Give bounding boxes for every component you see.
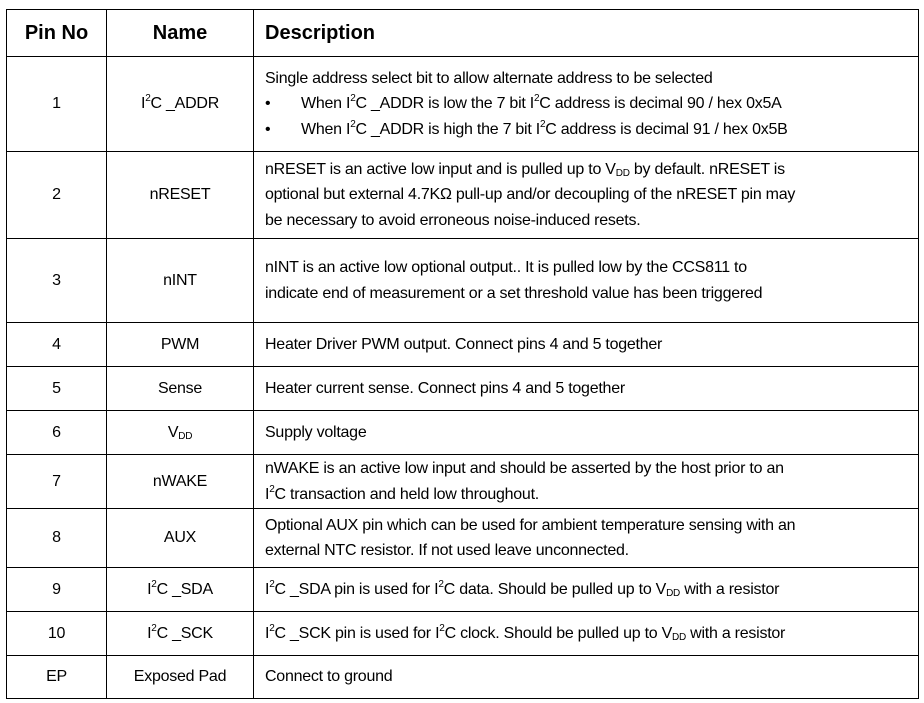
text-segment: C address is decimal 91 / hex 0x5B (545, 120, 788, 138)
pin-description-cell (254, 656, 919, 699)
text-segment: Supply voltage (265, 423, 367, 441)
text-segment: C address is decimal 90 / hex 0x5A (539, 95, 782, 113)
pin-number-cell: 6 (7, 411, 107, 455)
description-line (265, 208, 918, 234)
text-segment: nWAKE (152, 472, 208, 490)
description-line (265, 182, 918, 208)
text-segment: C _ADDR (150, 95, 219, 112)
text-segment: I (147, 580, 152, 598)
text-segment: Single address select bit to allow alternate address to be selected (265, 69, 713, 87)
pin-number-cell: 4 (7, 323, 107, 367)
pin-name-cell (107, 612, 254, 656)
text-segment: C clock. Should be pulled up to V (444, 624, 673, 642)
pin-description-cell (254, 239, 919, 323)
text-segment: AUX (163, 529, 197, 546)
text-segment: nWAKE is an active low input and should be asserted by the host prior to an (265, 460, 784, 477)
text-segment: C _ADDR is high the 7 bit I (355, 120, 540, 138)
pin-description-cell (254, 367, 919, 411)
text-segment: C _ADDR is low the 7 bit I (355, 95, 534, 113)
description-line (265, 577, 918, 603)
text-segment: C _SCK pin is used for I (274, 624, 440, 642)
text-segment: external NTC resistor. If not used leave unconnected. (265, 542, 629, 559)
subscript-text: DD (672, 631, 686, 643)
description-line (265, 513, 918, 539)
table-row (7, 509, 919, 568)
text-segment: Heater current sense. Connect pins 4 and 5 together (265, 379, 625, 397)
description-line (265, 255, 918, 281)
pin-name-cell (107, 57, 254, 152)
pin-number-cell: 2 (7, 152, 107, 239)
text-segment: V (167, 423, 179, 441)
table-row (7, 152, 919, 239)
text-segment: C _SDA (156, 580, 213, 598)
header-description: Description (254, 10, 919, 57)
text-segment: Exposed Pad (133, 668, 227, 685)
description-line (265, 157, 918, 183)
text-segment: with a resistor (680, 580, 780, 598)
text-segment: nRESET is an active low input and is pulled up to V (265, 160, 616, 178)
pin-number-cell: 7 (7, 455, 107, 509)
text-segment: nRESET (149, 186, 211, 203)
supscript-text: 2 (145, 93, 151, 104)
text-segment: C data. Should be pulled up to V (443, 580, 667, 598)
description-line (265, 66, 918, 92)
pin-number-cell: 3 (7, 239, 107, 323)
text-segment: Optional AUX pin which can be used for ambient temperature sensing with an (265, 516, 796, 534)
supscript-text: 2 (151, 578, 157, 590)
pin-description-cell (254, 323, 919, 367)
subscript-text: DD (178, 430, 193, 442)
description-line (265, 332, 918, 358)
table-row (7, 612, 919, 656)
table-row (7, 656, 919, 699)
pin-number-cell: EP (7, 656, 107, 699)
description-line (265, 538, 918, 564)
text-segment: I (265, 485, 270, 503)
pin-number-cell: 9 (7, 568, 107, 612)
text-segment: indicate end of measurement or a set threshold value has been triggered (265, 284, 763, 302)
table-row (7, 323, 919, 367)
supscript-text: 2 (269, 578, 275, 590)
pin-number-cell: 8 (7, 509, 107, 568)
text-segment: C _SCK (156, 624, 213, 642)
table-row (7, 455, 919, 509)
text-segment: Heater Driver PWM output. Connect pins 4 and 5 together (265, 335, 663, 353)
pin-name-cell (107, 367, 254, 411)
pin-name-cell (107, 239, 254, 323)
description-line (265, 281, 918, 307)
pin-description-cell (254, 509, 919, 568)
description-line (265, 664, 918, 690)
text-segment: nINT (163, 271, 197, 289)
text-segment: When I (301, 95, 351, 113)
supscript-text: 2 (269, 622, 275, 634)
text-segment: nINT is an active low optional output.. It is pulled low by the CCS811 to (265, 259, 747, 276)
bullet-icon: • (265, 95, 271, 113)
table-row (7, 57, 919, 152)
pin-number-cell: 10 (7, 612, 107, 656)
text-segment: Sense (157, 379, 203, 397)
subscript-text: DD (666, 587, 681, 599)
bullet-icon: • (265, 120, 271, 138)
supscript-text: 2 (439, 622, 445, 634)
header-row (7, 10, 919, 57)
text-segment: I (147, 624, 152, 642)
pin-description-cell (254, 455, 919, 509)
pin-name-cell (107, 152, 254, 239)
text-segment: I (265, 624, 270, 642)
table-row (7, 239, 919, 323)
supscript-text: 2 (269, 483, 275, 495)
text-segment: I (265, 580, 270, 598)
supscript-text: 2 (151, 622, 157, 634)
pin-name-cell (107, 455, 254, 509)
description-line (265, 117, 918, 143)
header-pin-no: Pin No (7, 10, 107, 57)
description-line (265, 376, 918, 402)
pin-name-cell (107, 411, 254, 455)
pin-name-cell (107, 323, 254, 367)
text-segment: by default. nRESET is (629, 160, 785, 178)
supscript-text: 2 (533, 93, 540, 105)
description-line (265, 456, 918, 482)
text-segment: C _SDA pin is used for I (274, 580, 439, 598)
supscript-text: 2 (438, 578, 444, 590)
pin-number-cell: 5 (7, 367, 107, 411)
subscript-text: DD (615, 167, 630, 179)
text-segment: optional but external 4.7KΩ pull-up and/or decoupling of the nRESET pin may (265, 186, 796, 204)
pin-description-cell (254, 411, 919, 455)
description-line (265, 621, 918, 647)
pin-name-cell (107, 568, 254, 612)
table-row (7, 568, 919, 612)
description-line (265, 482, 918, 508)
header-name: Name (107, 10, 254, 57)
supscript-text: 2 (350, 93, 356, 105)
description-line (265, 91, 918, 117)
pin-name-cell (107, 509, 254, 568)
text-segment: When I (301, 120, 351, 138)
text-segment: I (141, 95, 146, 112)
supscript-text: 2 (539, 118, 546, 130)
pin-description-cell (254, 152, 919, 239)
text-segment: be necessary to avoid erroneous noise-induced resets. (265, 211, 641, 229)
table-row (7, 367, 919, 411)
description-line (265, 420, 918, 446)
pin-description-table (6, 9, 919, 699)
pin-description-cell (254, 568, 919, 612)
table-row (7, 411, 919, 455)
pin-description-cell (254, 612, 919, 656)
pin-number-cell: 1 (7, 57, 107, 152)
text-segment: PWM (160, 335, 200, 353)
pin-name-cell (107, 656, 254, 699)
pin-description-cell (254, 57, 919, 152)
text-segment: with a resistor (685, 624, 786, 642)
text-segment: Connect to ground (265, 668, 393, 686)
supscript-text: 2 (350, 118, 356, 130)
text-segment: C transaction and held low throughout. (274, 485, 539, 503)
